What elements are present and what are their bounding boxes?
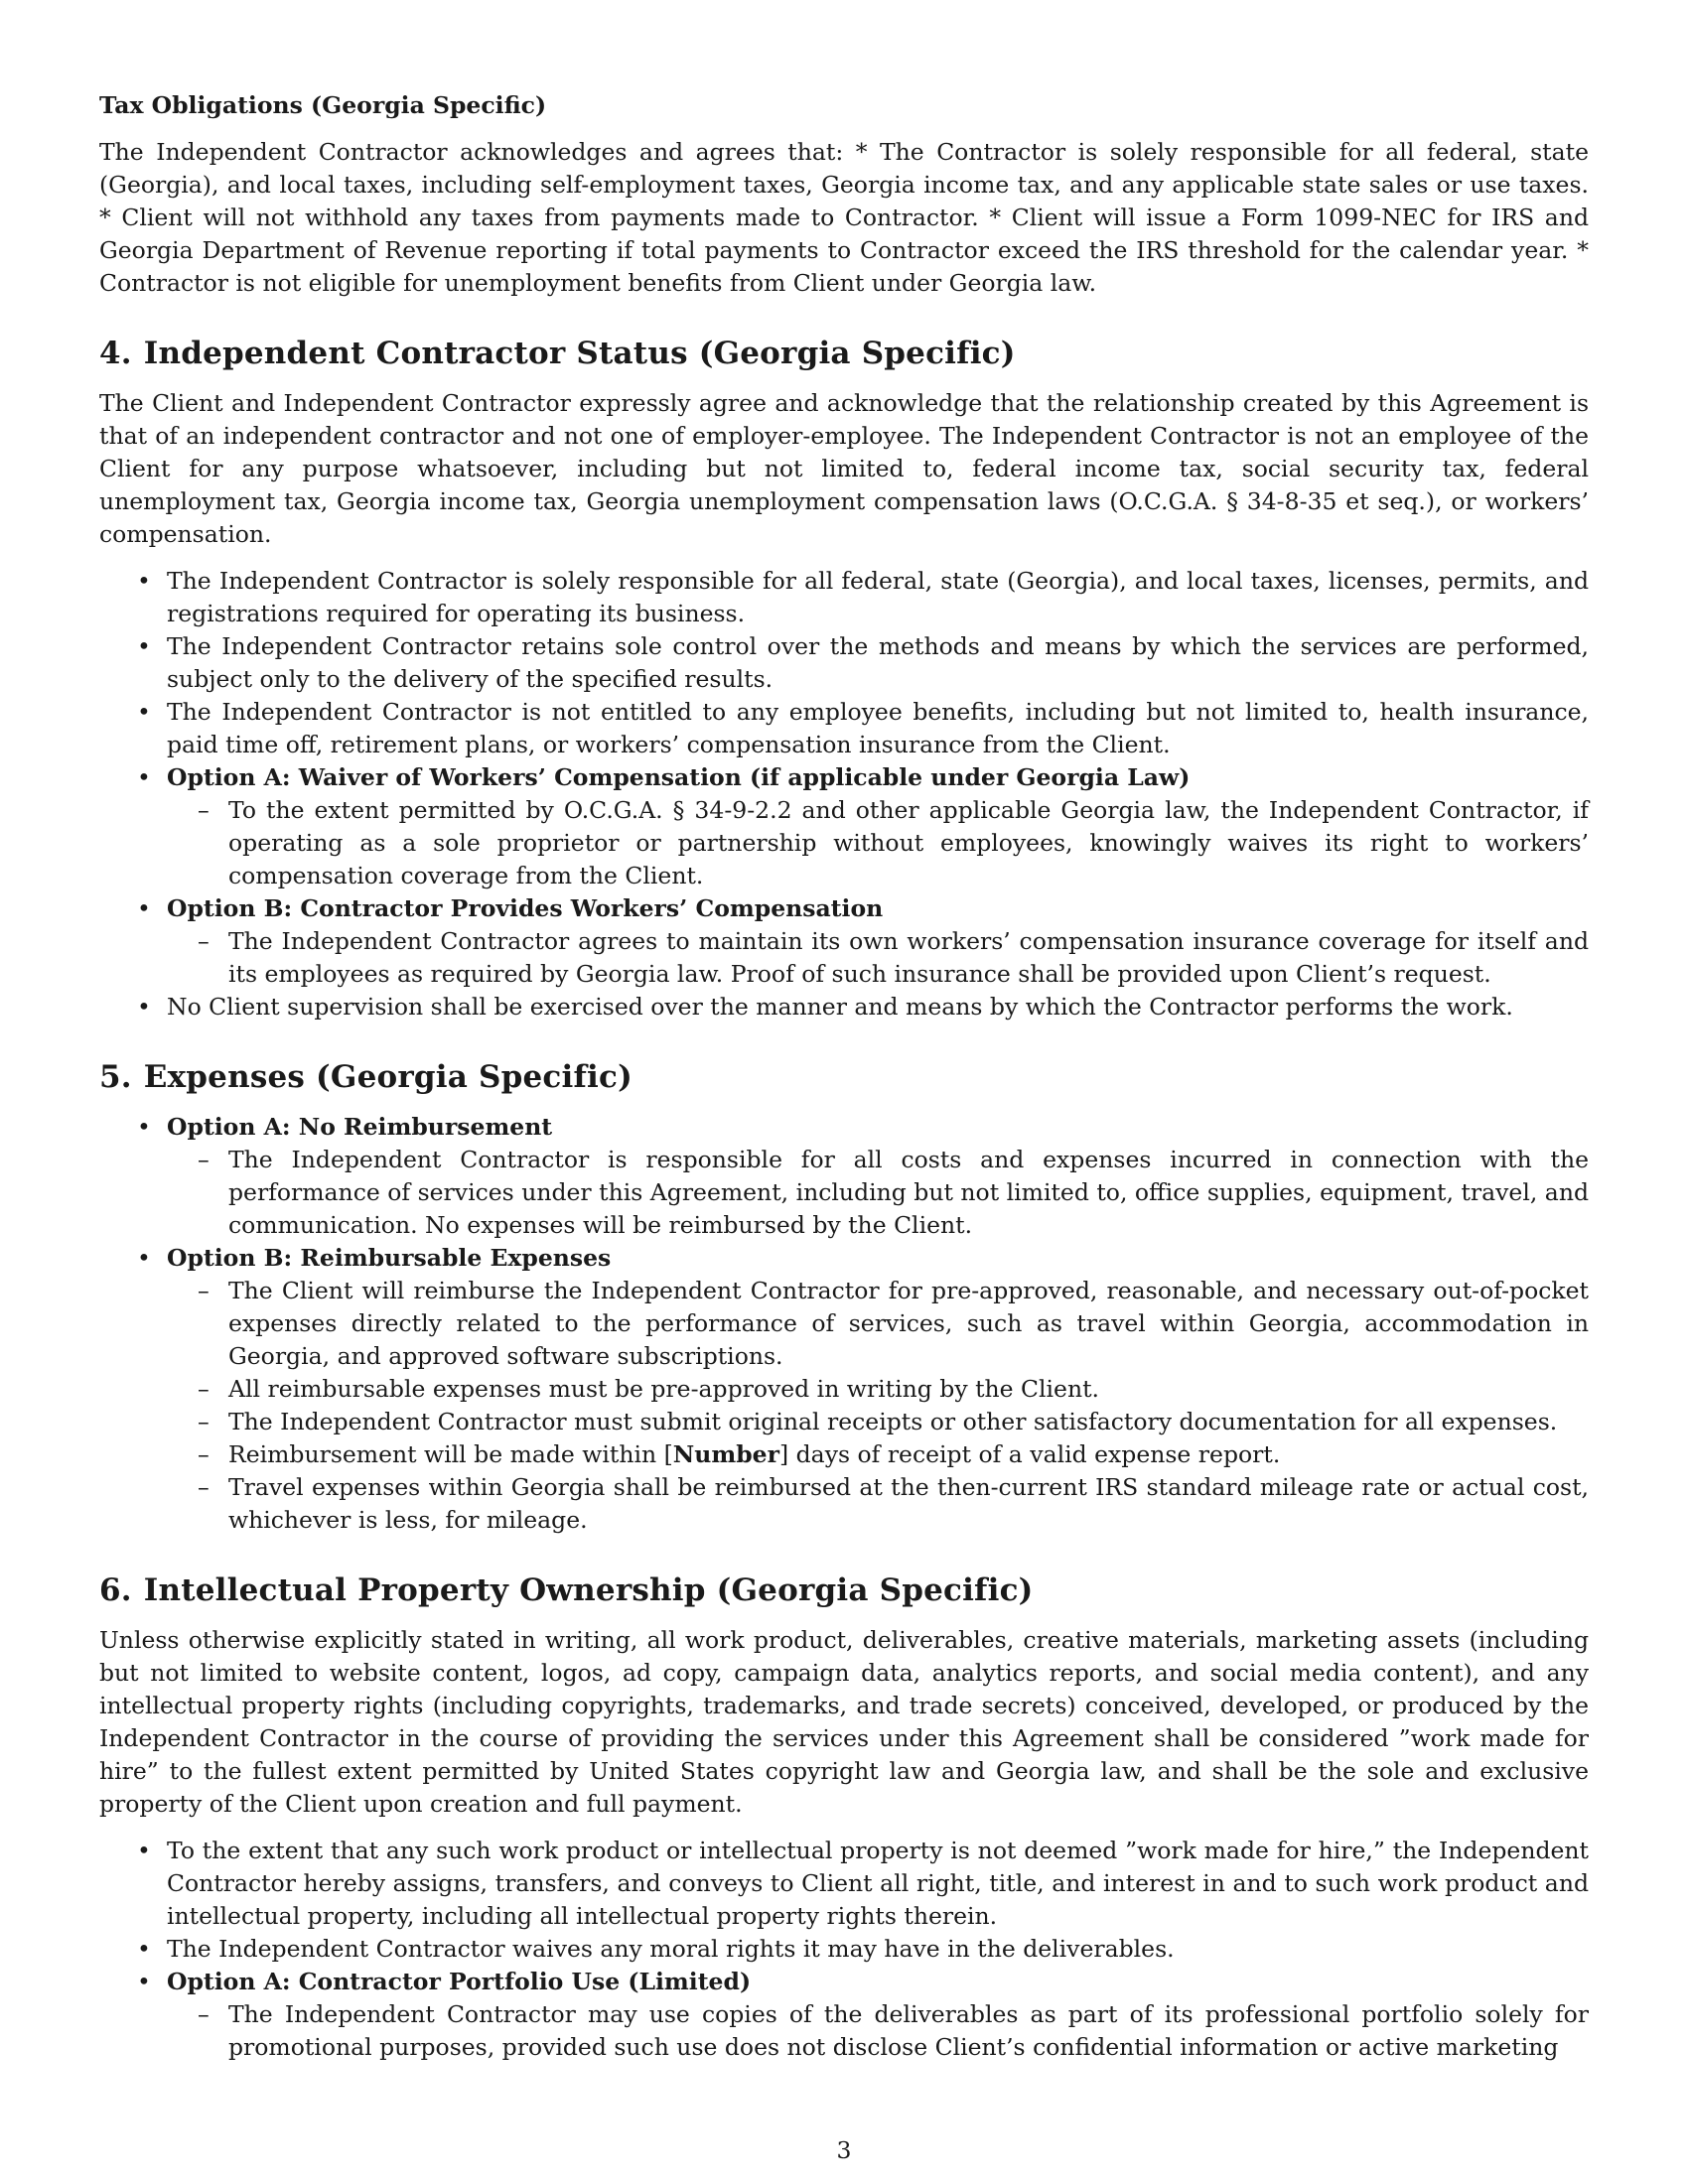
sub-list [167, 1998, 1589, 2064]
list-item: • The Independent Contractor waives any moral rights it may have in the deliverables. [99, 1933, 1589, 1966]
section-4-paragraph: The Client and Independent Contractor expressly agree and acknowledge that the relationship created by this Agreement is that of an independent contractor and not one of employer-employee. The Independent Contractor is not an employee of the Client for any purpose whatsoever, including but not limited to, federal income tax, social security tax, federal unemployment tax, Georgia income tax, Georgia unemployment compensation laws (O.C.G.A. § 34-8-35 et seq.), or workers’ compensation. [99, 389, 1589, 548]
tax-obligations-heading: Tax Obligations (Georgia Specific) [99, 91, 547, 119]
placeholder-number: Number [672, 1440, 779, 1468]
section-6-heading [99, 1570, 1589, 1610]
sub-list [167, 1275, 1589, 1537]
sub-list-item: – To the extent permitted by O.C.G.A. § 34-9-2.2 and other applicable Georgia law, the Independent Contractor, if operating as a sole proprietor or partnership without employees, knowingly waives its right to workers’ compensation coverage from the Client. [167, 794, 1589, 892]
list-item: • No Client supervision shall be exercised over the manner and means by which the Contractor performs the work. [99, 991, 1589, 1024]
option-title: Option A: Contractor Portfolio Use (Limited) [167, 1968, 752, 1995]
section-4-title: Independent Contractor Status (Georgia Specific) [143, 336, 1016, 371]
section-4-heading [99, 334, 1589, 373]
section-4-list [99, 565, 1589, 1024]
list-item [99, 1242, 1589, 1537]
section-6-number: 6. [99, 1572, 132, 1608]
sub-list [167, 1144, 1589, 1242]
section-6-paragraph: Unless otherwise explicitly stated in writing, all work product, deliverables, creative materials, marketing assets (including but not limited to website content, logos, ad copy, campaign data, analytics reports, and social media content), and any intellectual property rights (including copyrights, trademarks, and trade secrets) conceived, developed, or produced by the Independent Contractor in the course of providing the services under this Agreement shall be considered ”work made for hire” to the fullest extent permitted by United States copyright law and Georgia law, and shall be the sole and exclusive property of the Client upon creation and full payment. [99, 1626, 1589, 1818]
list-item: • The Independent Contractor retains sole control over the methods and means by which the services are performed, subject only to the delivery of the specified results. [99, 630, 1589, 696]
sub-list-item: – All reimbursable expenses must be pre-approved in writing by the Client. [167, 1373, 1589, 1406]
list-item [99, 761, 1589, 892]
list-item [99, 892, 1589, 991]
sub-list [167, 794, 1589, 892]
list-item [99, 1111, 1589, 1242]
sub-list-item: – The Independent Contractor is responsible for all costs and expenses incurred in connection with the performance of services under this Agreement, including but not limited to, office supplies, equipment, travel, and communication. No expenses will be reimbursed by the Client. [167, 1144, 1589, 1242]
tax-obligations-paragraph: The Independent Contractor acknowledges and agrees that: * The Contractor is solely responsible for all federal, state (Georgia), and local taxes, including self-employment taxes, Georgia income tax, and any applicable state sales or use taxes. * Client will not withhold any taxes from payments made to Contractor. * Client will issue a Form 1099-NEC for IRS and Georgia Department of Revenue reporting if total payments to Contractor exceed the IRS threshold for the calendar year. * Contractor is not eligible for unemployment benefits from Client under Georgia law. [99, 138, 1589, 297]
sub-list-item: – The Independent Contractor agrees to maintain its own workers’ compensation insurance coverage for itself and its employees as required by Georgia law. Proof of such insurance shall be provided upon Client’s request. [167, 925, 1589, 991]
section-4-number: 4. [99, 336, 132, 371]
sub-list-item: – The Independent Contractor may use copies of the deliverables as part of its professional portfolio solely for promotional purposes, provided such use does not disclose Client’s confidential information or active marketing [167, 1998, 1589, 2064]
option-title: Option B: Reimbursable Expenses [167, 1244, 612, 1272]
section-5-heading [99, 1057, 1589, 1097]
sub-list-item: – Travel expenses within Georgia shall be reimbursed at the then-current IRS standard mileage rate or actual cost, whichever is less, for mileage. [167, 1471, 1589, 1537]
option-title: Option A: No Reimbursement [167, 1113, 553, 1141]
option-title: Option A: Waiver of Workers’ Compensation (if applicable under Georgia Law) [167, 763, 1191, 791]
sub-list-item: – The Client will reimburse the Independent Contractor for pre-approved, reasonable, and necessary out-of-pocket expenses directly related to the performance of services, such as travel within Georgia, accommodation in Georgia, and approved software subscriptions. [167, 1275, 1589, 1373]
section-6-list [99, 1835, 1589, 2064]
sub-list-item [167, 1438, 1589, 1471]
section-6-title: Intellectual Property Ownership (Georgia Specific) [143, 1572, 1034, 1608]
section-5-number: 5. [99, 1059, 132, 1095]
page-number: 3 [836, 2136, 852, 2164]
list-item: • The Independent Contractor is solely responsible for all federal, state (Georgia), and local taxes, licenses, permits, and registrations required for operating its business. [99, 565, 1589, 630]
text-fragment: Reimbursement will be made within [ [228, 1440, 673, 1468]
option-title: Option B: Contractor Provides Workers’ Compensation [167, 894, 884, 922]
section-5-list [99, 1111, 1589, 1537]
sub-list [167, 925, 1589, 991]
list-item: • The Independent Contractor is not entitled to any employee benefits, including but not limited to, health insurance, paid time off, retirement plans, or workers’ compensation insurance from the Client. [99, 696, 1589, 761]
section-5-title: Expenses (Georgia Specific) [143, 1059, 633, 1095]
list-item: • To the extent that any such work product or intellectual property is not deemed ”work made for hire,” the Independent Contractor hereby assigns, transfers, and conveys to Client all right, title, and interest in and to such work product and intellectual property, including all intellectual property rights therein. [99, 1835, 1589, 1933]
sub-list-item: – The Independent Contractor must submit original receipts or other satisfactory documentation for all expenses. [167, 1406, 1589, 1438]
text-fragment: ] days of receipt of a valid expense report. [779, 1440, 1281, 1468]
list-item [99, 1966, 1589, 2064]
